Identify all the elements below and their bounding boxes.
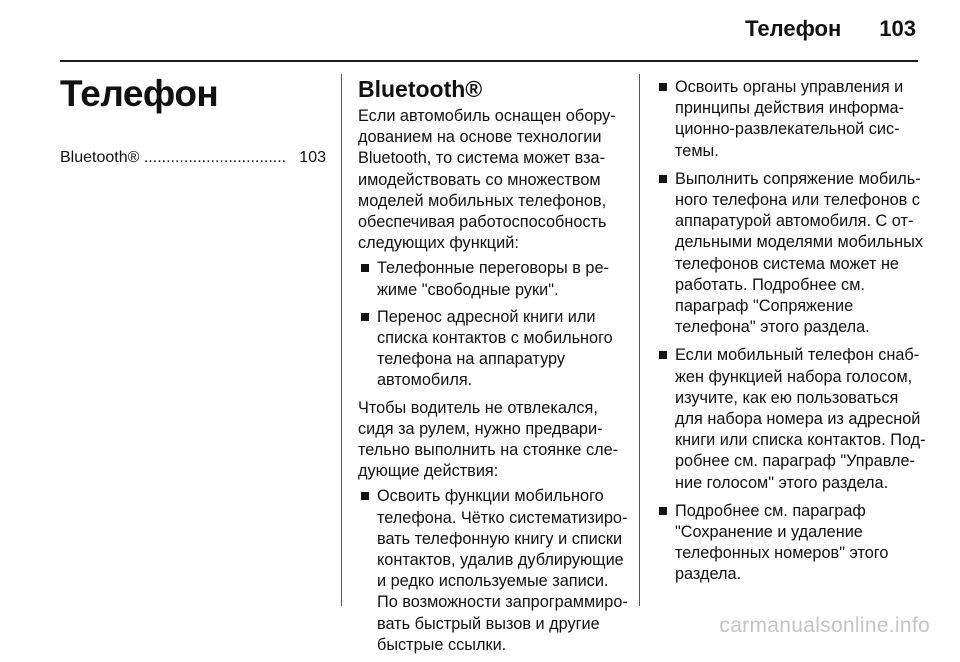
section-title: Bluetooth® <box>358 76 483 102</box>
toc-entry-page: 103 <box>299 149 326 166</box>
square-bullet-icon <box>659 83 667 91</box>
list-item: Освоить функции мобильного телефона. Чётко систематизировать телефонную книгу и списки контактов, удалив дублирующие и редко используемые записи. По возможности запрограммировать быстрый вызов и другие быстрые ссылки. <box>358 486 628 656</box>
column-left <box>60 72 326 168</box>
square-bullet-icon <box>361 492 369 500</box>
list-item: Телефонные переговоры в режиме "свободные руки". <box>358 258 628 300</box>
list-item: Если мобильный телефон снабжен функцией набора голосом, изучите, как ею пользоваться для набора номера из адресной книги или списка контактов. Подробнее см. параграф "Управление голосом" этого раздела. <box>656 345 926 493</box>
list-item: Выполнить сопряжение мобильного телефона или телефонов с аппаратурой автомобиля. С отдельными моделями мобильных телефонов система может не работать. Подробнее см. параграф "Сопряжение телефона" этого раздела. <box>656 169 926 339</box>
list-item: Подробнее см. параграф "Сохранение и удаление телефонных номеров" этого раздела. <box>656 501 926 586</box>
functions-list <box>358 258 628 391</box>
toc-entry-bluetooth[interactable] <box>60 147 326 168</box>
list-item: Освоить органы управления и принципы действия информационно-развлекательной системы. <box>656 77 926 162</box>
square-bullet-icon <box>659 507 667 515</box>
square-bullet-icon <box>361 264 369 272</box>
list-item: Перенос адресной книги или списка контактов с мобильного телефона на аппаратуру автомобиля. <box>358 307 628 392</box>
square-bullet-icon <box>659 351 667 359</box>
watermark: carmanualsonline.info <box>719 614 930 637</box>
actions-list-part1 <box>358 486 628 656</box>
running-header <box>745 16 916 42</box>
page-number: 103 <box>879 16 916 41</box>
square-bullet-icon <box>361 313 369 321</box>
actions-list-part2 <box>656 77 926 586</box>
column-divider-1 <box>341 74 342 606</box>
square-bullet-icon <box>659 175 667 183</box>
column-right <box>656 72 926 593</box>
running-header-title: Телефон <box>745 16 842 41</box>
header-rule <box>60 60 918 62</box>
driver-paragraph: Чтобы водитель не отвлекался, сидя за рулем, нужно предварительно выполнить на стоянке следующие действия: <box>358 398 619 481</box>
column-middle <box>358 72 628 662</box>
toc-entry-label: Bluetooth® ................................ <box>60 149 287 166</box>
intro-paragraph: Если автомобиль оснащен оборудованием на основе технологии Bluetooth, то система может взаимодействовать со множеством моделей мобильных телефонов, обеспечивая работоспособность следующих функций: <box>358 107 616 253</box>
chapter-title: Телефон <box>60 73 219 114</box>
column-divider-2 <box>639 74 640 606</box>
